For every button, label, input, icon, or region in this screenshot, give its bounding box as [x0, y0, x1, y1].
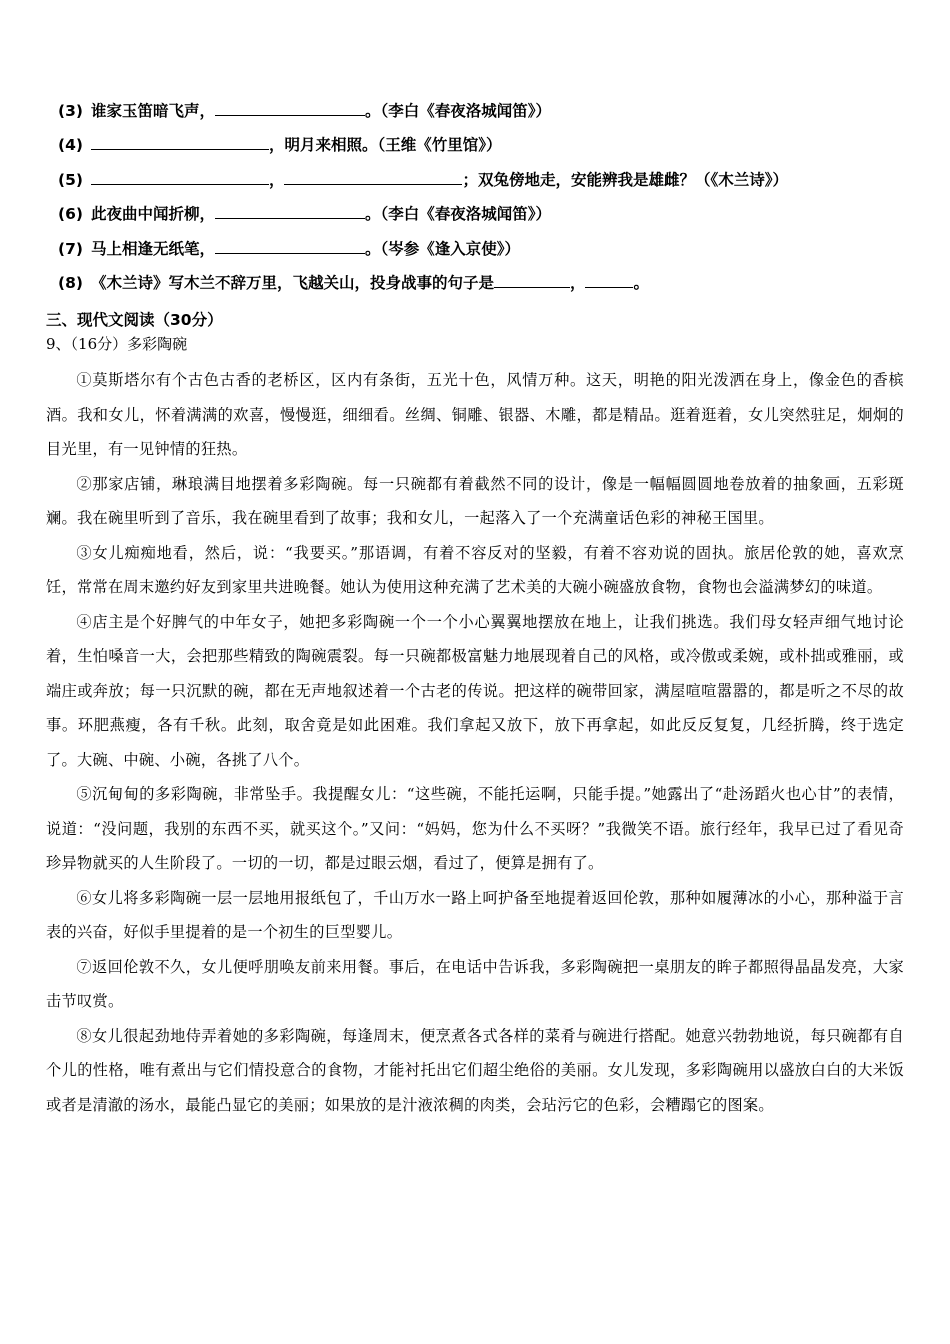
- answer-blank[interactable]: [585, 272, 633, 288]
- answer-blank[interactable]: [215, 203, 365, 219]
- fill-in-question-q5: [58, 169, 918, 191]
- section-title: 三、现代文阅读（30分）: [46, 311, 223, 329]
- passage-paragraph: ②那家店铺，琳琅满目地摆着多彩陶碗。每一只碗都有着截然不同的设计，像是一幅幅圆圆地卷放着的抽象画，五彩斑斓。我在碗里听到了音乐，我在碗里看到了故事；我和女儿，一起落入了一个充满童话色彩的神秘王国里。: [46, 474, 904, 527]
- question-text: ，: [569, 274, 586, 292]
- answer-blank[interactable]: [91, 134, 269, 150]
- fill-in-question-q6: [58, 203, 918, 225]
- fill-in-question-q3: [58, 100, 918, 122]
- passage-paragraph: ③女儿痴痴地看，然后，说：“我要买。”那语调，有着不容反对的坚毅，有着不容劝说的固执。旅居伦敦的她，喜欢烹饪，常常在周末邀约好友到家里共进晚餐。她认为使用这种充满了艺术美的大碗小碗盛放食物，食物也会溢满梦幻的味道。: [46, 543, 904, 596]
- passage-paragraph: ⑧女儿很起劲地侍弄着她的多彩陶碗，每逢周末，便烹煮各式各样的菜肴与碗进行搭配。她意兴勃勃地说，每只碗都有自个儿的性格，唯有煮出与它们情投意合的食物，才能衬托出它们超尘绝俗的美丽。女儿发现，多彩陶碗用以盛放白白的大米饭或者是清澈的汤水，最能凸显它的美丽；如果放的是汁液浓稠的肉类，会玷污它的色彩，会糟蹋它的图案。: [46, 1026, 904, 1114]
- question-number: (3): [58, 102, 83, 120]
- question-text: 谁家玉笛暗飞声，: [90, 102, 215, 120]
- question-text: 此夜曲中闻折柳，: [90, 205, 215, 223]
- fill-in-question-q8: [58, 272, 918, 294]
- question-text: 。（岑参《逢入京使》）: [364, 240, 520, 258]
- question-text: ；双兔傍地走，安能辨我是雄雌？（《木兰诗》）: [462, 171, 788, 189]
- answer-blank[interactable]: [215, 238, 365, 254]
- passage-paragraph: ①莫斯塔尔有个古色古香的老桥区，区内有条街，五光十色，风情万种。这天，明艳的阳光泼洒在身上，像金色的香槟酒。我和女儿，怀着满满的欢喜，慢慢逛，细细看。丝绸、铜雕、银器、木雕，都是精品。逛着逛着，女儿突然驻足，炯炯的目光里，有一见钟情的狂热。: [46, 371, 904, 458]
- fill-in-question-q7: [58, 238, 918, 260]
- question-text: 《木兰诗》写木兰不辞万里，飞越关山，投身战事的句子是: [90, 274, 494, 292]
- answer-blank[interactable]: [494, 272, 570, 288]
- passage-paragraph: ⑦返回伦敦不久，女儿便呼朋唤友前来用餐。事后，在电话中告诉我，多彩陶碗把一桌朋友的眸子都照得晶晶发亮，大家击节叹赏。: [46, 957, 904, 1010]
- question-text: 。（李白《春夜洛城闻笛》）: [364, 205, 551, 223]
- fill-in-question-q4: [58, 134, 918, 156]
- answer-blank[interactable]: [91, 169, 269, 185]
- question-text: ，: [268, 171, 285, 189]
- question-text: 马上相逢无纸笔，: [90, 240, 215, 258]
- passage-paragraph: ④店主是个好脾气的中年女子，她把多彩陶碗一个一个小心翼翼地摆放在地上，让我们挑选。我们母女轻声细气地讨论着，生怕嗓音一大，会把那些精致的陶碗震裂。每一只碗都极富魅力地展现着自己的风格，或冷傲或柔婉，或朴拙或雅丽，或端庄或奔放；每一只沉默的碗，都在无声地叙述着一个古老的传说。把这样的碗带回家，满屋喧喧嚣嚣的，都是听之不尽的故事。环肥燕瘦，各有千秋。此刻，取舍竟是如此困难。我们拿起又放下，放下再拿起，如此反反复复，几经折腾，终于选定了。大碗、中碗、小碗，各挑了八个。: [46, 612, 904, 769]
- question-9-header: 9、（16分）多彩陶碗: [46, 335, 188, 353]
- question-number: (4): [58, 136, 83, 154]
- question-number: (8): [58, 274, 83, 292]
- answer-blank[interactable]: [284, 169, 462, 185]
- question-text: 。: [633, 274, 649, 292]
- question-number: (7): [58, 240, 83, 258]
- question-text: 。（李白《春夜洛城闻笛》）: [364, 102, 551, 120]
- passage-paragraph: ⑥女儿将多彩陶碗一层一层地用报纸包了，千山万水一路上呵护备至地提着返回伦敦，那种如履薄冰的小心，那种溢于言表的兴奋，好似手里提着的是一个初生的巨型婴儿。: [46, 888, 904, 941]
- question-text: ，明月来相照。（王维《竹里馆》）: [268, 136, 502, 154]
- reading-passage: [46, 363, 904, 1122]
- passage-paragraph: ⑤沉甸甸的多彩陶碗，非常坠手。我提醒女儿：“这些碗，不能托运啊，只能手提。”她露出了“赴汤蹈火也心甘”的表情，说道：“没问题，我别的东西不买，就买这个。”又问：“妈妈，您为什么不买呀？”我微笑不语。旅行经年，我早已过了看见奇珍异物就买的人生阶段了。一切的一切，都是过眼云烟，看过了，便算是拥有了。: [46, 785, 904, 872]
- answer-blank[interactable]: [215, 100, 365, 116]
- question-number: (5): [58, 171, 83, 189]
- question-number: (6): [58, 205, 83, 223]
